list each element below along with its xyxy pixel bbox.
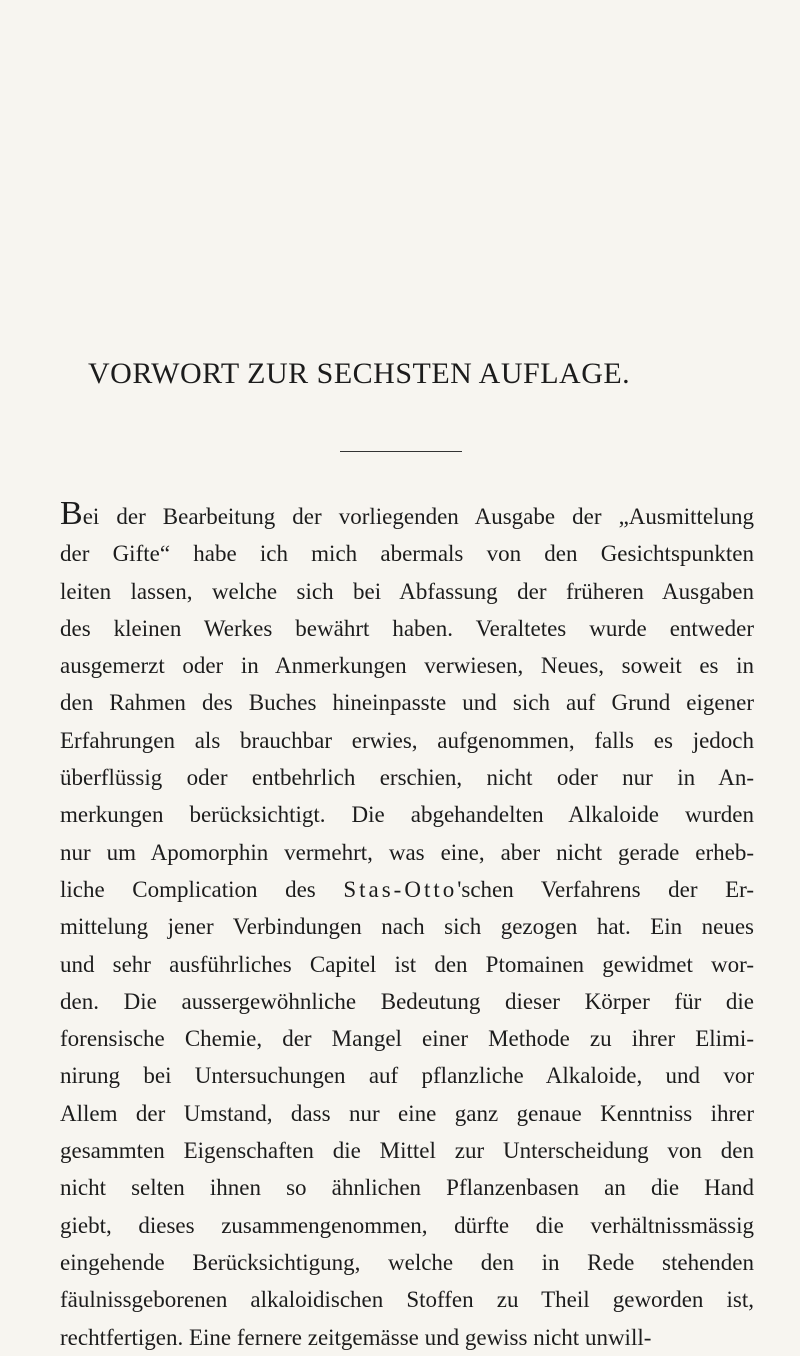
text-line: mittelung jener Verbindungen nach sich gezogen hat. Ein neues [60,914,754,940]
text-line: Erfahrungen als brauchbar erwies, aufgenommen, falls es jedoch [60,727,754,753]
spaced-name: Stas-Otto [343,876,458,902]
text-line: liche Complication des Stas-Otto'schen Verfahrens der Er- [60,876,754,902]
text-line: der Gifte“ habe ich mich abermals von den Gesichtspunkten [60,541,754,567]
text-line: merkungen berücksichtigt. Die abgehandelten Alkaloide wurden [60,802,754,828]
text-line: nur um Apomorphin vermehrt, was eine, aber nicht gerade erheb- [60,839,754,865]
text-line: den. Die aussergewöhnliche Bedeutung dieser Körper für die [60,988,754,1014]
text-line: nicht selten ihnen so ähnlichen Pflanzenbasen an die Hand [60,1175,754,1201]
text-line: forensische Chemie, der Mangel einer Methode zu ihrer Elimi- [60,1026,754,1052]
text-line: nirung bei Untersuchungen auf pflanzliche Alkaloide, und vor [60,1063,754,1089]
text-line: rechtfertigen. Eine fernere zeitgemässe und gewiss nicht unwill- [60,1324,652,1350]
text-line: leiten lassen, welche sich bei Abfassung der früheren Ausgaben [60,578,754,604]
text-line: Allem der Umstand, dass nur eine ganz genaue Kenntniss ihrer [60,1100,754,1126]
heading-divider [340,451,462,452]
text-line: überflüssig oder entbehrlich erschien, nicht oder nur in An- [60,765,754,791]
text-line: ausgemerzt oder in Anmerkungen verwiesen, Neues, soweit es in [60,653,754,679]
text-line: den Rahmen des Buches hineinpasste und sich auf Grund eigener [60,690,754,716]
text-line: giebt, dieses zusammengenommen, dürfte die verhältnissmässig [60,1212,754,1238]
text-line: eingehende Berücksichtigung, welche den in Rede stehenden [60,1249,754,1275]
text-line: und sehr ausführliches Capitel ist den Ptomainen gewidmet wor- [60,951,754,977]
text-line: gesammten Eigenschaften die Mittel zur Unterscheidung von den [60,1138,754,1164]
text-line: fäulnissgeborenen alkaloidischen Stoffen zu Theil geworden ist, [60,1287,754,1313]
preface-paragraph [60,495,754,1356]
page-heading: VORWORT ZUR SECHSTEN AUFLAGE. [88,357,631,390]
text-line: des kleinen Werkes bewährt haben. Veraltetes wurde entweder [60,615,754,641]
text-line: Bei der Bearbeitung der vorliegenden Ausgabe der „Ausmittelung [60,495,754,532]
